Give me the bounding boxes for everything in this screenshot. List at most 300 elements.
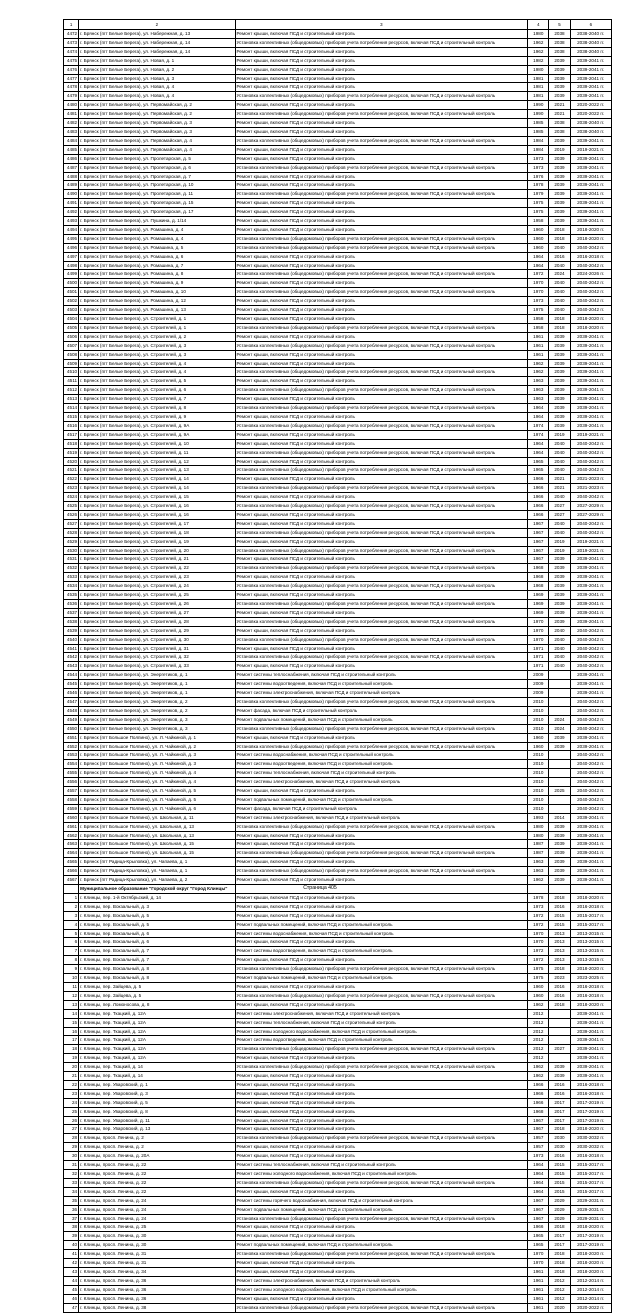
address-cell: г. Брянск (пгт Белые Берега), ул. Строителей, д. 12 [79,457,235,466]
period-cell: 2018-2020 гг. [570,234,611,243]
year-repair-cell [549,1036,570,1045]
address-cell: г. Брянск (пгт Белые Берега), ул. Строителей, д. 17 [79,519,235,528]
row-number: 4485 [64,145,79,154]
address-cell: г. Брянск (пгт Большое Полпино), ул. Школьная, д. 15 [79,840,235,849]
row-number: 35 [64,1196,79,1205]
period-cell: 2040-2042 гг. [570,528,611,537]
table-row [64,1259,612,1268]
work-cell: Ремонт крыши, включая ПСД и строительный контроль [235,74,528,83]
row-number: 4510 [64,368,79,377]
address-cell: г. Клинцы, просп. Ленина, д. 36 [79,1276,235,1285]
work-cell: Ремонт крыши, включая ПСД и строительный контроль [235,172,528,181]
year-built-cell: 1987 [528,849,549,858]
address-cell: г. Клинцы, пер. Вокзальный, д. 5 [79,911,235,920]
row-number: 4495 [64,234,79,243]
year-built-cell: 1967 [528,537,549,546]
year-repair-cell: 2039 [549,56,570,65]
year-built-cell: 1980 [528,831,549,840]
year-built-cell: 1966 [528,1223,549,1232]
work-cell: Ремонт крыши, включая ПСД и строительный контроль [235,1000,528,1009]
work-cell: Ремонт крыши, включая ПСД и строительный контроль [235,127,528,136]
period-cell: 2018-2020 гг. [570,1125,611,1134]
year-repair-cell: 2024 [549,270,570,279]
work-cell: Ремонт системы теплоснабжения, включая ПСД и строительный контроль [235,1161,528,1170]
row-number: 4566 [64,867,79,876]
period-cell: 2029-2031 гг. [570,1214,611,1223]
address-cell: г. Клинцы, пер. Уваровский, д. 13 [79,1125,235,1134]
table-row [64,1232,612,1241]
row-number: 31 [64,1161,79,1170]
year-repair-cell: 2015 [549,911,570,920]
work-cell: Ремонт крыши, включая ПСД и строительный контроль [235,145,528,154]
table-row [64,697,612,706]
row-number: 4559 [64,804,79,813]
address-cell: г. Брянск (пгт Белые Берега), ул. Строителей, д. 14 [79,475,235,484]
year-built-cell: 1966 [528,1080,549,1089]
address-cell: г. Брянск (пгт Белые Берега), ул. Строителей, д. 33 [79,662,235,671]
year-built-cell: 1964 [528,1178,549,1187]
year-repair-cell: 2040 [549,644,570,653]
table-row [64,991,612,1000]
year-repair-cell: 2039 [549,831,570,840]
year-repair-cell: 2019 [549,430,570,439]
year-repair-cell: 2039 [549,332,570,341]
header-col-2: 2 [79,20,235,30]
period-cell: 2039-2041 гг. [570,1063,611,1072]
row-number: 4494 [64,225,79,234]
row-number: 15 [64,1018,79,1027]
address-cell: г. Брянск (пгт Белые Берега), ул. Строителей, д. 9А [79,430,235,439]
work-cell: Ремонт крыши, включая ПСД и строительный контроль [235,982,528,991]
table-row [64,680,612,689]
year-built-cell: 1985 [528,119,549,128]
address-cell: г. Клинцы, пер. Уваровский, д. 5 [79,1098,235,1107]
row-number: 4547 [64,697,79,706]
address-cell: г. Брянск (пгт Белые Берега), ул. Строителей, д. 19 [79,537,235,546]
row-number: 4527 [64,519,79,528]
period-cell: 2040-2042 гг. [570,261,611,270]
year-built-cell: 1993 [528,813,549,822]
work-cell: Ремонт крыши, включая ПСД и строительный контроль [235,510,528,519]
year-built-cell: 2010 [528,715,549,724]
year-built-cell: 1966 [528,510,549,519]
year-repair-cell: 2040 [549,439,570,448]
work-cell: Ремонт фасада, включая ПСД и строительный контроль [235,804,528,813]
address-cell: г. Брянск (пгт Белые Берега), ул. Новая, д. 4 [79,83,235,92]
work-cell: Установка коллективных (общедомовых) приборов учета потребления ресурсов, включая ПСД и строительный контроль [235,110,528,119]
work-cell: Ремонт системы электроснабжения, включая ПСД и строительный контроль [235,778,528,787]
period-cell: 2038-2040 гг. [570,38,611,47]
year-built-cell: 1970 [528,1250,549,1259]
year-built-cell: 1967 [528,519,549,528]
work-cell: Установка коллективных (общедомовых) приборов учета потребления ресурсов, включая ПСД и строительный контроль [235,1134,528,1143]
year-built-cell: 1970 [528,626,549,635]
work-cell: Ремонт крыши, включая ПСД и строительный контроль [235,537,528,546]
header-col-4: 4 [528,20,549,30]
work-cell: Ремонт системы водоотведения, включая ПСД и строительный контроль [235,680,528,689]
row-number: 4550 [64,724,79,733]
period-cell: 2039-2041 гг. [570,1036,611,1045]
period-cell: 2012-2014 гг. [570,1276,611,1285]
work-cell: Установка коллективных (общедомовых) приборов учета потребления ресурсов, включая ПСД и строительный контроль [235,484,528,493]
year-built-cell: 1982 [528,56,549,65]
work-cell: Ремонт крыши, включая ПСД и строительный контроль [235,733,528,742]
row-number: 4558 [64,795,79,804]
address-cell: г. Брянск (пгт Белые Берега), ул. Энергетиков, д. 3 [79,724,235,733]
work-cell: Ремонт системы электроснабжения, включая ПСД и строительный контроль [235,813,528,822]
address-cell: г. Брянск (пгт Белые Берега), ул. Новая, д. 3 [79,74,235,83]
period-cell: 2017-2019 гг. [570,1116,611,1125]
period-cell: 2015-2017 гг. [570,1187,611,1196]
address-cell: г. Брянск (пгт Белые Берега), ул. Ромашина, д. 6 [79,252,235,261]
table-row [64,849,612,858]
work-cell: Установка коллективных (общедомовых) приборов учета потребления ресурсов, включая ПСД и строительный контроль [235,270,528,279]
year-repair-cell: 2039 [549,74,570,83]
work-cell: Установка коллективных (общедомовых) приборов учета потребления ресурсов, включая ПСД и строительный контроль [235,1214,528,1223]
year-repair-cell [549,778,570,787]
period-cell: 2016-2018 гг. [570,1089,611,1098]
row-number: 10 [64,974,79,983]
table-row [64,457,612,466]
period-cell: 2015-2017 гг. [570,1170,611,1179]
row-number: 40 [64,1241,79,1250]
row-number: 20 [64,1063,79,1072]
table-row [64,965,612,974]
work-cell: Установка коллективных (общедомовых) приборов учета потребления ресурсов, включая ПСД и строительный контроль [235,528,528,537]
address-cell: г. Брянск (пгт Белые Берега), ул. Первомайская, д. 2 [79,110,235,119]
table-row [64,332,612,341]
period-cell: 2039-2041 гг. [570,404,611,413]
work-cell: Ремонт системы электроснабжения, включая ПСД и строительный контроль [235,1276,528,1285]
work-cell: Ремонт крыши, включая ПСД и строительный контроль [235,1125,528,1134]
work-cell: Ремонт системы холодного водоснабжения, включая ПСД и строительный контроль [235,1285,528,1294]
row-number: 4560 [64,813,79,822]
year-repair-cell: 2016 [549,991,570,1000]
year-repair-cell: 2029 [549,1214,570,1223]
period-cell: 2039-2041 гг. [570,822,611,831]
work-cell: Ремонт подвальных помещений, включая ПСД и строительный контроль [235,974,528,983]
year-repair-cell: 2014 [549,813,570,822]
address-cell: г. Брянск (пгт Белые Берега), ул. Пролетарская, д. 17 [79,208,235,217]
year-built-cell: 1973 [528,1152,549,1161]
table-row [64,181,612,190]
work-cell: Ремонт крыши, включая ПСД и строительный контроль [235,119,528,128]
period-cell: 2013-2015 гг. [570,929,611,938]
period-cell: 2017-2019 гг. [570,1098,611,1107]
row-number: 4554 [64,760,79,769]
year-repair-cell: 2015 [549,1178,570,1187]
period-cell: 2040-2042 гг. [570,297,611,306]
year-repair-cell: 2013 [549,938,570,947]
year-built-cell: 1975 [528,208,549,217]
year-repair-cell [549,706,570,715]
year-repair-cell: 2040 [549,635,570,644]
address-cell: г. Клинцы, просп. Ленина, д. 2 [79,1143,235,1152]
address-cell: г. Клинцы, просп. Ленина, д. 31 [79,1259,235,1268]
period-cell: 2040-2042 гг. [570,715,611,724]
work-cell: Ремонт крыши, включая ПСД и строительный контроль [235,787,528,796]
work-cell: Установка коллективных (общедомовых) приборов учета потребления ресурсов, включая ПСД и строительный контроль [235,564,528,573]
period-cell: 2020-2022 гг. [570,1303,611,1312]
row-number: 4540 [64,635,79,644]
year-repair-cell: 2039 [549,608,570,617]
address-cell: г. Клинцы, просп. Ленина, д. 20А [79,1152,235,1161]
period-cell: 2017-2019 гг. [570,1241,611,1250]
table-row [64,724,612,733]
table-row [64,1152,612,1161]
row-number: 4521 [64,466,79,475]
year-built-cell: 1966 [528,484,549,493]
year-built-cell: 1984 [528,145,549,154]
work-cell: Ремонт системы теплоснабжения, включая ПСД и строительный контроль [235,769,528,778]
table-row [64,733,612,742]
work-cell: Установка коллективных (общедомовых) приборов учета потребления ресурсов, включая ПСД и строительный контроль [235,867,528,876]
work-cell: Ремонт крыши, включая ПСД и строительный контроль [235,1098,528,1107]
row-number: 4549 [64,715,79,724]
year-repair-cell: 2040 [549,297,570,306]
year-repair-cell: 2040 [549,288,570,297]
year-repair-cell: 2040 [549,528,570,537]
row-number: 4545 [64,680,79,689]
work-cell: Ремонт системы водоотведения, включая ПСД и строительный контроль [235,1036,528,1045]
year-built-cell: 1966 [528,493,549,502]
work-cell: Установка коллективных (общедомовых) приборов учета потребления ресурсов, включая ПСД и строительный контроль [235,38,528,47]
year-built-cell: 1984 [528,136,549,145]
period-cell: 2040-2042 гг. [570,787,611,796]
year-built-cell: 1963 [528,395,549,404]
row-number: 4562 [64,831,79,840]
year-repair-cell: 2040 [549,306,570,315]
year-built-cell: 1970 [528,938,549,947]
period-cell: 2017-2019 гг. [570,1232,611,1241]
table-row [64,386,612,395]
year-built-cell: 1973 [528,902,549,911]
year-repair-cell: 2039 [549,733,570,742]
period-cell: 2020-2022 гг. [570,101,611,110]
work-cell: Установка коллективных (общедомовых) приборов учета потребления ресурсов, включая ПСД и строительный контроль [235,421,528,430]
period-cell: 2039-2041 гг. [570,1009,611,1018]
year-repair-cell: 2039 [549,742,570,751]
row-number: 32 [64,1170,79,1179]
period-cell: 2012-2014 гг. [570,1294,611,1303]
year-built-cell: 1961 [528,1303,549,1312]
period-cell: 2030-2032 гг. [570,1143,611,1152]
year-built-cell: 1960 [528,991,549,1000]
year-repair-cell: 2040 [549,466,570,475]
address-cell: г. Брянск (пгт Белые Берега), ул. Пролетарская, д. 11 [79,190,235,199]
address-cell: г. Брянск (пгт Белые Берега), ул. Строителей, д. 6 [79,386,235,395]
row-number: 4497 [64,252,79,261]
period-cell: 2017-2019 гг. [570,1107,611,1116]
year-repair-cell: 2039 [549,190,570,199]
year-repair-cell: 2040 [549,519,570,528]
period-cell: 2018-2020 гг. [570,225,611,234]
address-cell: г. Клинцы, пер. Ткацкий, д. 12А [79,1018,235,1027]
year-built-cell: 2010 [528,751,549,760]
period-cell: 2039-2041 гг. [570,858,611,867]
period-cell: 2016-2018 гг. [570,1080,611,1089]
period-cell: 2039-2041 гг. [570,1072,611,1081]
table-row [64,1241,612,1250]
table-row [64,564,612,573]
year-built-cell: 1974 [528,421,549,430]
row-number: 8 [64,956,79,965]
year-built-cell: 1958 [528,217,549,226]
year-built-cell: 1963 [528,858,549,867]
work-cell: Установка коллективных (общедомовых) приборов учета потребления ресурсов, включая ПСД и строительный контроль [235,234,528,243]
row-number: 47 [64,1303,79,1312]
year-repair-cell [549,1027,570,1036]
year-repair-cell: 2015 [549,1170,570,1179]
row-number: 4546 [64,689,79,698]
year-built-cell: 1962 [528,1072,549,1081]
address-cell: г. Клинцы, пер. Ткацкий, д. 14 [79,1063,235,1072]
table-row [64,74,612,83]
row-number: 17 [64,1036,79,1045]
work-cell: Установка коллективных (общедомовых) приборов учета потребления ресурсов, включая ПСД и строительный контроль [235,502,528,511]
year-repair-cell: 2039 [549,840,570,849]
table-row [64,404,612,413]
year-built-cell: 1972 [528,911,549,920]
work-cell: Установка коллективных (общедомовых) приборов учета потребления ресурсов, включая ПСД и строительный контроль [235,1250,528,1259]
table-row [64,225,612,234]
year-repair-cell: 2016 [549,252,570,261]
period-cell: 2040-2042 гг. [570,697,611,706]
year-repair-cell: 2039 [549,65,570,74]
work-cell: Ремонт крыши, включая ПСД и строительный контроль [235,858,528,867]
address-cell: г. Клинцы, пер. Вокзальный, д. 6 [79,929,235,938]
work-cell: Установка коллективных (общедомовых) приборов учета потребления ресурсов, включая ПСД и строительный контроль [235,288,528,297]
period-cell: 2039-2041 гг. [570,421,611,430]
year-repair-cell: 2012 [549,1276,570,1285]
address-cell: г. Клинцы, пер. Вокзальный, д. 5 [79,920,235,929]
table-row [64,1054,612,1063]
table-row [64,297,612,306]
year-built-cell: 1960 [528,243,549,252]
table-row [64,600,612,609]
row-number: 4542 [64,653,79,662]
address-cell: г. Брянск (пгт Белые Берега), ул. Ромашина, д. 4 [79,225,235,234]
period-cell: 2018-2020 гг. [570,1250,611,1259]
work-cell: Ремонт подвальных помещений, включая ПСД и строительный контроль [235,795,528,804]
period-cell: 2040-2042 гг. [570,795,611,804]
address-cell: г. Брянск (пгт Белые Берега), ул. Строителей, д. 30 [79,635,235,644]
year-built-cell: 1981 [528,92,549,101]
year-repair-cell: 2040 [549,626,570,635]
address-cell: г. Брянск (пгт Белые Берега), ул. Строителей, д. 26 [79,600,235,609]
row-number: 4492 [64,208,79,217]
table-row [64,127,612,136]
row-number: 18 [64,1045,79,1054]
year-built-cell: 1961 [528,332,549,341]
address-cell: г. Брянск (пгт Белые Берега), ул. Ромашина, д. 13 [79,306,235,315]
table-row [64,831,612,840]
table-row [64,751,612,760]
row-number: 4524 [64,493,79,502]
period-cell: 2039-2041 гг. [570,831,611,840]
period-cell: 2018-2020 гг. [570,315,611,324]
row-number: 4564 [64,849,79,858]
work-cell: Ремонт крыши, включая ПСД и строительный контроль [235,1054,528,1063]
work-cell: Ремонт системы холодного водоснабжения, включая ПСД и строительный контроль [235,1027,528,1036]
row-number: 38 [64,1223,79,1232]
year-repair-cell: 2038 [549,119,570,128]
period-cell: 2039-2041 гг. [570,199,611,208]
address-cell: г. Клинцы, просп. Ленина, д. 24 [79,1196,235,1205]
year-built-cell: 1990 [528,110,549,119]
row-number: 4474 [64,47,79,56]
period-cell: 2040-2042 гг. [570,466,611,475]
year-built-cell: 1972 [528,270,549,279]
year-repair-cell: 2040 [549,261,570,270]
year-built-cell: 1978 [528,893,549,902]
row-number: 4501 [64,288,79,297]
row-number: 4528 [64,528,79,537]
work-cell: Ремонт подвальных помещений, включая ПСД и строительный контроль [235,1205,528,1214]
address-cell: г. Брянск (пгт Белые Берега), ул. Строителей, д. 32 [79,653,235,662]
address-cell: г. Брянск (пгт Белые Берега), ул. Пролетарская, д. 5 [79,154,235,163]
period-cell: 2039-2041 гг. [570,377,611,386]
register-table [63,19,612,1313]
year-repair-cell: 2039 [549,849,570,858]
year-repair-cell: 2018 [549,1250,570,1259]
table-row [64,190,612,199]
period-cell: 2040-2042 гг. [570,279,611,288]
year-built-cell: 1964 [528,412,549,421]
work-cell: Установка коллективных (общедомовых) приборов учета потребления ресурсов, включая ПСД и строительный контроль [235,136,528,145]
table-row [64,617,612,626]
year-built-cell: 1980 [528,822,549,831]
table-row [64,706,612,715]
table-row [64,1223,612,1232]
period-cell: 2039-2041 гг. [570,359,611,368]
address-cell: г. Брянск (пгт Большое Полпино), ул. Школьная, д. 11 [79,813,235,822]
row-number: 4503 [64,306,79,315]
row-number: 44 [64,1276,79,1285]
year-repair-cell [549,795,570,804]
address-cell: г. Брянск (пгт Белые Берега), ул. Строителей, д. 22 [79,564,235,573]
year-built-cell: 1958 [528,315,549,324]
year-built-cell: 2012 [528,1027,549,1036]
work-cell: Ремонт крыши, включая ПСД и строительный контроль [235,662,528,671]
work-cell: Ремонт крыши, включая ПСД и строительный контроль [235,359,528,368]
address-cell: г. Брянск (пгт Белые Берега), ул. Набережная, д. 13 [79,30,235,39]
work-cell: Установка коллективных (общедомовых) приборов учета потребления ресурсов, включая ПСД и строительный контроль [235,341,528,350]
row-number: 23 [64,1089,79,1098]
row-number: 4491 [64,199,79,208]
row-number: 29 [64,1143,79,1152]
row-number: 4523 [64,484,79,493]
year-repair-cell: 2039 [549,555,570,564]
year-repair-cell: 2016 [549,982,570,991]
table-row [64,1107,612,1116]
period-cell: 2021-2023 гг. [570,475,611,484]
table-row [64,876,612,885]
work-cell: Ремонт крыши, включая ПСД и строительный контроль [235,279,528,288]
year-repair-cell: 2039 [549,208,570,217]
row-number: 4514 [64,404,79,413]
address-cell: г. Брянск (пгт Белые Берега), ул. Ромашина, д. 9 [79,279,235,288]
work-cell: Ремонт крыши, включая ПСД и строительный контроль [235,83,528,92]
table-row [64,270,612,279]
work-cell: Ремонт крыши, включая ПСД и строительный контроль [235,893,528,902]
table-row [64,1143,612,1152]
year-repair-cell: 2039 [549,395,570,404]
table-row [64,689,612,698]
table-row [64,546,612,555]
work-cell: Установка коллективных (общедомовых) приборов учета потребления ресурсов, включая ПСД и строительный контроль [235,1063,528,1072]
address-cell: г. Клинцы, просп. Ленина, д. 31 [79,1250,235,1259]
